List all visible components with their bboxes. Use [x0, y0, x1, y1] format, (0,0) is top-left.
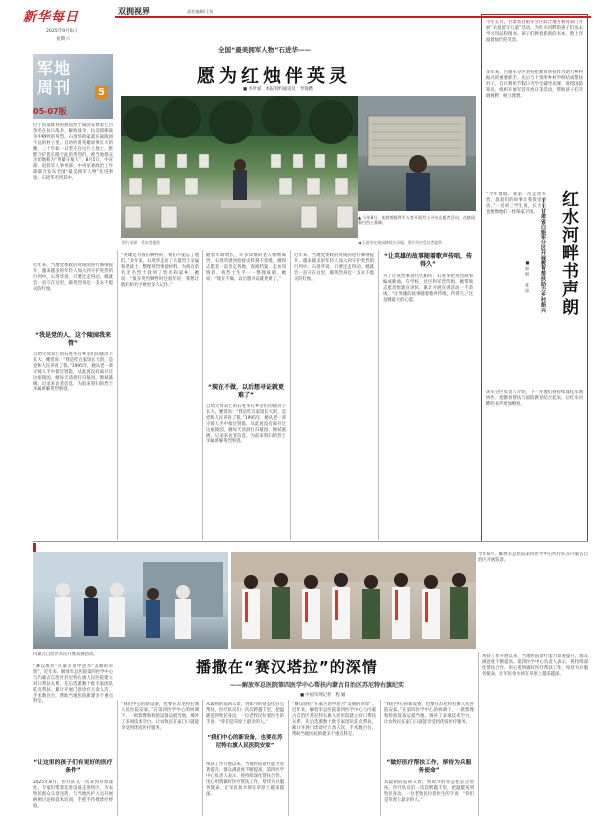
bottom-body-g: “我们中心的新设备，也要在苏尼特右旗人民医院安家。”在第四医学中心的协调下，一批影像和检验设备运抵当地，填补了多项技术空白，让农牧民在家门口就能享受到优质医疗服务。	[384, 702, 474, 725]
bottom-byline: ■ 中国军网记者 程 颖	[300, 693, 346, 698]
lead-body-b: “英雄是为我们牺牲的，我们不能忘了他们。”多年来，石进华走访了大量烈士亲属和老战士，整理英烈事迹材料，为两百余名无名烈士找到了姓名和家乡。她说：“很多英烈牺牲时还很年轻，我想让他们的名字被更多人记住。”	[121, 253, 199, 288]
bottom-body-b: 2025年8月，医疗队又一次来到草原深处。专家们带着先进设备走进牧区，为农牧民群众义诊送药，与当地医护人员开展病例讨论和技术培训，手把手传授诊疗经验。	[33, 780, 113, 809]
right-body-a: 今年五月，甘肃省白银军分区联合地方教育部门开展“关爱留守儿童”活动，为红水河畔的孩子们送去学习用品和图书。孩子们捧着崭新的书本，脸上洋溢着灿烂的笑容。	[486, 20, 583, 43]
right-body-c: “今年暑假，我第一次走进军营，叔叔们的故事让我很受感动。”一名初三学生说，长大后也要像他们一样保家卫国。	[486, 192, 546, 215]
section-number-badge	[95, 86, 108, 99]
lead-portrait-photo	[358, 96, 476, 211]
lead-photo-credit: ◀ 石进华在陵园擦拭名录墙。照片均由受访者提供	[358, 240, 442, 245]
bottom-photo-right-caption: 今年8月，解放军总医院第四医学中心医疗队在内蒙古自治区开展巡诊。	[478, 552, 588, 563]
section-title: 军地周刊	[37, 59, 72, 97]
right-body-b: 多年来，白银军分区坚持把教育帮扶作为助力乡村振兴的重要抓手，先后与十余所乡村学校结成帮扶对子，官兵利用节假日为学生辅导功课、讲授国防知识，组织开展军营开放日等活动，帮助孩子们开阔视野、树立理想。	[486, 70, 583, 99]
bottom-body-i: 帮扶工作开展以来，当地医院诊疗能力显著提升，群众满意度不断提高。第四医学中心负责人表示，将持续深化帮扶合作，用心用情做好医疗帮扶工作，厚待为兵服务使命，让军民鱼水情在草原上越来越深。	[482, 654, 588, 677]
lead-photo	[121, 96, 358, 238]
bottom-photo-right	[231, 552, 476, 649]
lead-intro: 位于河南辉县的燕南烈士陵园安葬着七百余名在抗日战争、解放战争、抗美援朝战争中牺牲的英烈。石进华的家就在离陵园不远的村子里。自幼听着英雄故事长大的她，三十年如一日坚守在这片土地上，默默守护着长眠于此的英烈们，被当地群众亲切地称为“英雄守墓人”。8月5日，中宣部、退役军人事务部、中央军委政治工作部联合发布全国“最美拥军人物”先进事迹，石进华名列其中。	[33, 123, 113, 182]
bottom-body-e: 帮扶工作开展以来，当地医院诊疗能力显著提升，群众满意度不断提高。第四医学中心负责人表示，将持续深化帮扶合作，用心用情做好医疗帮扶工作，厚待为兵服务使命，让军民鱼水情在草原上越来越深。	[206, 762, 284, 797]
lead-kicker: 全国“最美拥军人物”石进华——	[218, 46, 312, 54]
lead-subhead-2: “现在不做，以后想寻证就更难了”	[208, 384, 284, 399]
lead-body-e: 为了让英烈事迹代代相传，石进华把英烈故事编成歌曲，在学校、社区和军营传唱。她带领志愿者组建宣讲队，累计开展宣讲活动一千余场。“让英雄的故事随着歌声传唱，传得久。”这是她最大的心愿。	[383, 274, 473, 303]
bottom-photo-left	[33, 552, 228, 649]
bottom-body-d: 从最初的巡回义诊，到如今的常态化驻点帮扶，医疗队员们一次次跨越千里，把温暖送到牧民身边。一位老牧民拉着医生的手说：“你们是草原上最亲的人。”	[206, 702, 284, 725]
section-number: 5	[98, 87, 105, 98]
bottom-subhead-1: “让这里的孩子们有更好的医疗条件”	[33, 760, 113, 774]
editor-credit: 责任编辑/王恒	[187, 9, 214, 14]
lead-headline: 愿为红烛伴英灵	[197, 66, 351, 87]
page-range: 05-07版	[33, 107, 67, 116]
right-subtitle: ——甘肃省白银军分区开展教育帮扶助力乡村振兴	[540, 198, 546, 313]
lead-photo-caption-a: ▲ 今年8月，连续着眼背军人等开展烈士寻亲志愿者活动，在陵园祭扫烈士墓碑。	[358, 215, 475, 226]
lead-photo-caption	[358, 215, 475, 239]
bottom-body-c: “我们中心的新设备，也要在苏尼特右旗人民医院安家。”在第四医学中心的协调下，一批影像和检验设备运抵当地，填补了多项技术空白，让农牧民在家门口就能享受到优质医疗服务。	[121, 702, 199, 731]
right-body-d: 该军分区负责人介绍，下一步他们将持续深化军地协作，把教育帮扶与国防教育结合起来，让红水河畔的书声更加嘹亮。	[486, 390, 583, 407]
bottom-body-a: “赛汉塔拉”在蒙古语中意为“美丽的草原”。近年来，解放军总医院第四医学中心与内蒙古自治区苏尼特右旗人民医院建立对口帮扶关系，先后选派数十批专家团队驻点帮扶，累计开展门诊诊疗万余人次、手术数百台，帮助当地医院新建多个重点科室。	[33, 664, 113, 705]
bottom-body-f: “赛汉塔拉”在蒙古语中意为“美丽的草原”。近年来，解放军总医院第四医学中心与内蒙古自治区苏尼特右旗人民医院建立对口帮扶关系，先后选派数十批专家团队驻点帮扶，累计开展门诊诊疗万余人次、手术数百台，帮助当地医院新建多个重点科室。	[292, 702, 376, 737]
masthead-weekday: 星期六	[56, 37, 70, 42]
cemetery-illustration	[121, 96, 358, 238]
lead-body-c: 随着年龄增长，许多知情的老人相继离世，石进华感到抢救史料刻不容缓。她和志愿者一起奔走各地，查阅档案、走访知情者，将烈士生平一一整理成册。她说：“现在不做，以后想寻证就更难了。”	[206, 253, 286, 282]
portrait-illustration	[358, 96, 476, 211]
lead-body-c2: 自幼父母双亡的石进华在乡亲们的接济下长大。她常说：“我是吃百家饭长大的，是党和人民养育了我。”1995年，她从老一辈守陵人手中接过钥匙，从此再没有离开过这座陵园。她每天清晨打扫墓园、擦拭墓碑，记录来访者信息，为前来祭扫的烈士亲属讲解英烈事迹。	[206, 404, 286, 445]
bottom-subhead-3: “做好医疗帮扶工作，厚待为兵服务使命”	[386, 760, 472, 774]
right-headline: 红水河畔书声朗	[558, 190, 578, 316]
column-name: 双拥视界	[118, 7, 150, 16]
navy-scene-illustration	[33, 552, 228, 649]
bottom-headline: 播撒在“赛汉塔拉”的深情	[196, 658, 378, 676]
lead-byline: ■ 李叶斌 本报特约通讯员 寿锦燃	[243, 87, 313, 92]
bottom-subtitle: ——解放军总医院第四医学中心帮扶内蒙古自治区苏尼特右旗纪实	[230, 682, 405, 689]
right-byline: ■ 郭 雨 张 涛	[525, 260, 530, 293]
bottom-photo-left-caption: 内蒙古自治区军民开展双拥活动。	[33, 652, 98, 657]
bottom-body-h: 从最初的巡回义诊，到如今的常态化驻点帮扶，医疗队员们一次次跨越千里，把温暖送到牧民身边。一位老牧民拉着医生的手说：“你们是草原上最亲的人。”	[384, 780, 474, 803]
masthead-logo: 新华每日	[23, 10, 80, 25]
lead-subhead-1: “我是党的人，这个陵园我来管”	[35, 332, 111, 347]
lead-body-a: 自幼父母双亡的石进华在乡亲们的接济下长大。她常说：“我是吃百家饭长大的，是党和人民养育了我。”1995年，她从老一辈守陵人手中接过钥匙，从此再没有离开过这座陵园。她每天清晨打扫墓园、擦拭墓碑，记录来访者信息，为前来祭扫的烈士亲属讲解英烈事迹。	[33, 352, 113, 393]
lead-subhead-3: “让英雄的故事随着歌声传唱，传得久”	[384, 253, 472, 268]
lead-credit: 照片来源：受访者提供	[122, 240, 160, 245]
medics-illustration	[231, 552, 476, 649]
lead-intro-continued: 近年来，当地党委政府对陵园进行修缮提升，越来越多的年轻人加入到守护英烈的行列中。石进华说，只要还走得动，她就会一直守在这里，做英烈身边一支永不熄灭的红烛。	[33, 263, 113, 292]
lead-body-d: 近年来，当地党委政府对陵园进行修缮提升，越来越多的年轻人加入到守护英烈的行列中。石进华说，只要还走得动，她就会一直守在这里，做英烈身边一支永不熄灭的红烛。	[294, 253, 374, 282]
masthead-date: 2025年9月6日	[46, 29, 78, 34]
bottom-subhead-2: “我们中心的新设备，也要在苏尼特右旗人民医院安家”	[207, 735, 283, 749]
